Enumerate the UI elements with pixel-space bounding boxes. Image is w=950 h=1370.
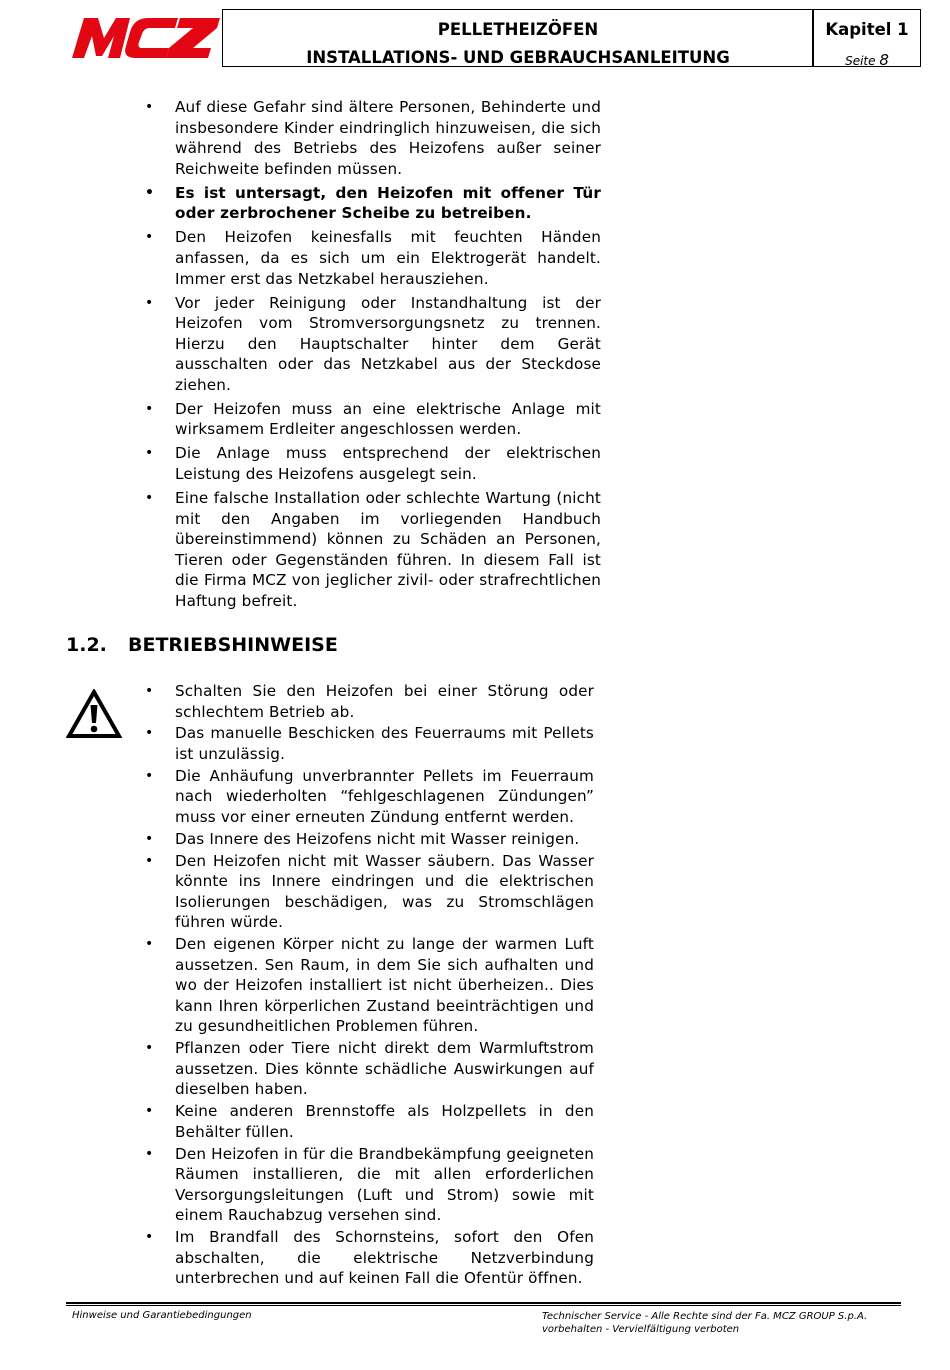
- mcz-logo: [66, 12, 221, 62]
- header-box: [222, 9, 921, 67]
- list-item: • Den Heizofen in für die Brandbekämpfung geeigneten Räumen installieren, die mit allen erforderlichen Versorgungsleitungen (Luft und Strom) sowie mit einem Rauchabzug versehen sind.: [140, 1144, 594, 1226]
- document-title: PELLETHEIZÖFEN: [437, 20, 599, 39]
- list-item: • Pflanzen oder Tiere nicht direkt dem Warmluftstrom aussetzen. Dies könnte schädliche Auswirkungen auf dieselben haben.: [140, 1038, 594, 1100]
- list-item: • Das Innere des Heizofens nicht mit Wasser reinigen.: [140, 829, 594, 850]
- list-item: • Im Brandfall des Schornsteins, sofort den Ofen abschalten, die elektrische Netzverbindung unterbrechen und auf keinen Fall die Ofentür öffnen.: [140, 1227, 594, 1289]
- footer-rule: [66, 1302, 901, 1304]
- list-item: • Keine anderen Brennstoffe als Holzpellets in den Behälter füllen.: [140, 1101, 594, 1142]
- list-item: • Schalten Sie den Heizofen bei einer Störung oder schlechtem Betrieb ab.: [140, 681, 594, 722]
- page-label: Seite: [845, 54, 876, 68]
- list-item: • Den Heizofen keinesfalls mit feuchten Händen anfassen, da es sich um ein Elektrogerät handelt. Immer erst das Netzkabel herausziehen.: [140, 227, 601, 289]
- list-item: • Auf diese Gefahr sind ältere Personen, Behinderte und insbesondere Kinder eindringlich hinzuweisen, die sich während des Betriebs des Heizofens außer seiner Reichweite befinden müssen.: [140, 97, 601, 179]
- list-item: • Den Heizofen nicht mit Wasser säubern. Das Wasser könnte ins Innere eindringen und die elektrischen Isolierungen beschädigen, was zu Stromschlägen führen würde.: [140, 851, 594, 933]
- section-title: BETRIEBSHINWEISE: [128, 634, 338, 656]
- list-item: • Die Anlage muss entsprechend der elektrischen Leistung des Heizofens ausgelegt sein.: [140, 443, 601, 484]
- warning-icon: [66, 689, 122, 739]
- list-item: • Den eigenen Körper nicht zu lange der warmen Luft aussetzen. Sen Raum, in dem Sie sich aufhalten und wo der Heizofen installiert ist nicht überheizen.. Dies kann Ihren körperlichen Zustand beeinträchtigen und zu gesundheitlichen Problemen führen.: [140, 934, 594, 1037]
- section-number: 1.2.: [66, 634, 107, 656]
- section-heading: [66, 634, 338, 656]
- footer-left-text: Hinweise und Garantiebedingungen: [72, 1310, 252, 1321]
- footer-rule: [66, 1305, 901, 1306]
- list-item: • Der Heizofen muss an eine elektrische Anlage mit wirksamem Erdleiter angeschlossen werden.: [140, 399, 601, 440]
- safety-list: [140, 97, 601, 615]
- page-number: 8: [879, 51, 889, 69]
- list-item: • Es ist untersagt, den Heizofen mit offener Tür oder zerbrochener Scheibe zu betreiben.: [140, 183, 601, 224]
- footer-right-text: Technischer Service - Alle Rechte sind der Fa. MCZ GROUP S.p.A. vorbehalten - Vervielfältigung verboten: [542, 1311, 868, 1335]
- list-item: • Die Anhäufung unverbrannter Pellets im Feuerraum nach wiederholten “fehlgeschlagenen Zündungen” muss vor einer erneuten Zündung entfernt werden.: [140, 766, 594, 828]
- page-indicator: [814, 51, 920, 69]
- list-item: • Vor jeder Reinigung oder Instandhaltung ist der Heizofen vom Stromversorgungsnetz zu trennen. Hierzu den Hauptschalter hinter dem Gerät ausschalten oder das Netzkabel aus der Steckdose ziehen.: [140, 293, 601, 396]
- document-subtitle: INSTALLATIONS- UND GEBRAUCHSANLEITUNG: [306, 48, 730, 67]
- chapter-label: Kapitel 1: [825, 20, 909, 39]
- list-item: • Das manuelle Beschicken des Feuerraums mit Pellets ist unzulässig.: [140, 723, 594, 764]
- operating-list: [140, 681, 594, 1290]
- list-item: • Eine falsche Installation oder schlechte Wartung (nicht mit den Angaben im vorliegenden Handbuch übereinstimmend) können zu Schäden an Personen, Tieren oder Gegenständen führen. In diesem Fall ist die Firma MCZ von jeglicher zivil- oder strafrechtlichen Haftung befreit.: [140, 488, 601, 612]
